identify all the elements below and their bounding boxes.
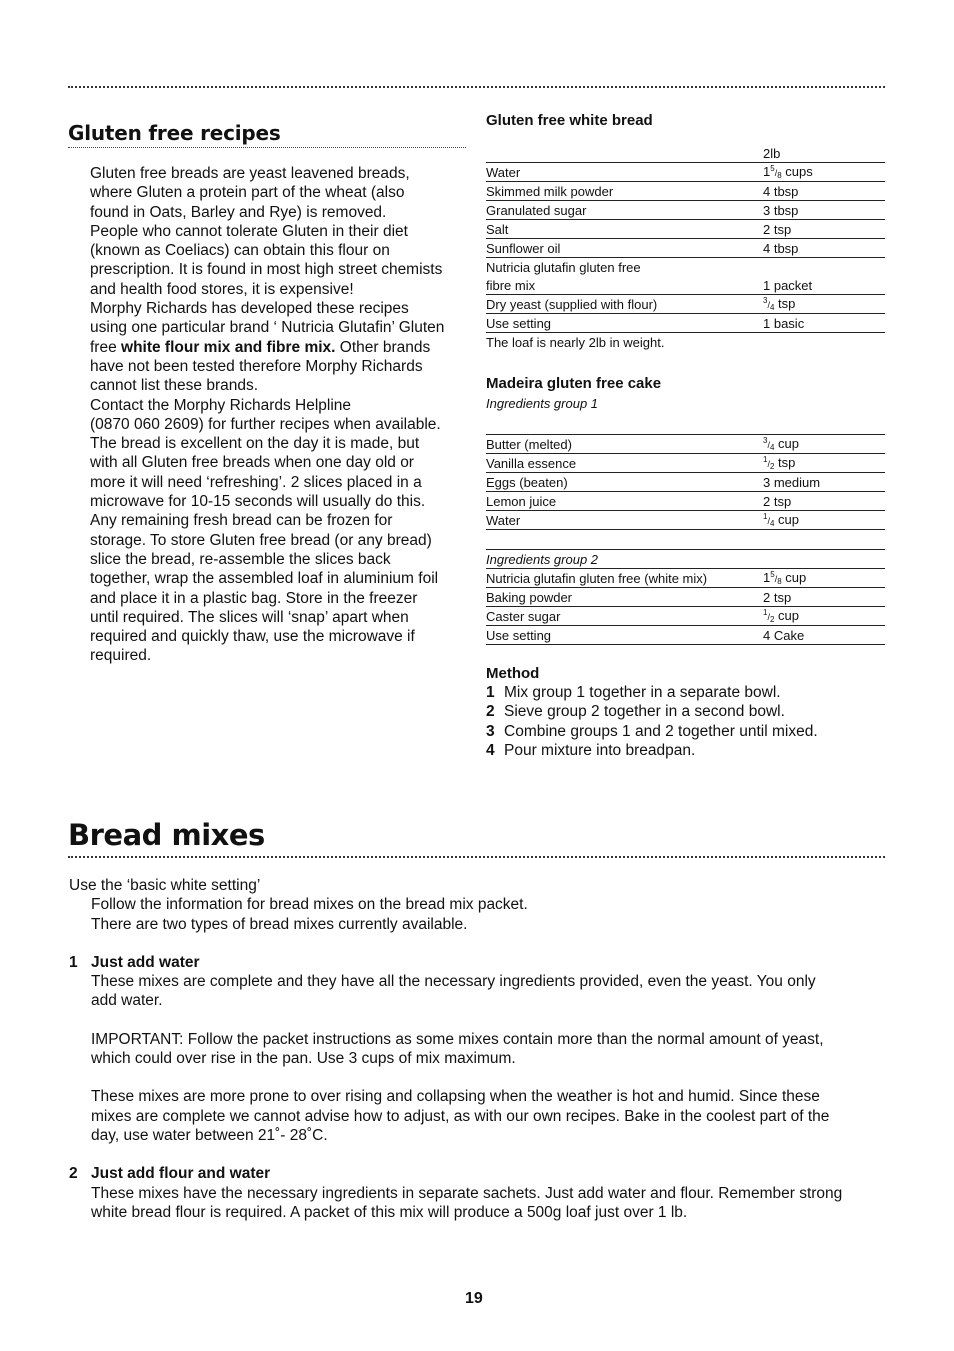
madeira-group1-table	[486, 434, 885, 530]
bread-mixes-body	[69, 876, 899, 1222]
bread-mix-item-1-line: These mixes are complete and they have all the necessary ingredients provided, even the yeast. You only	[91, 973, 816, 991]
ingredient-amount: 2 tsp	[763, 220, 885, 239]
madeira-group1-row	[486, 492, 885, 511]
ingredient-name: Eggs (beaten)	[486, 473, 763, 492]
ingredient-name: Baking powder	[486, 588, 763, 607]
madeira-group1-row	[486, 473, 885, 492]
madeira-group2-table	[486, 549, 885, 645]
bread-mixes-intro-line: Follow the information for bread mixes on the bread mix packet.	[91, 896, 528, 914]
ingredient-amount: 1 packet	[763, 276, 885, 295]
madeira-group2-row	[486, 588, 885, 607]
gluten-free-text-line: have not been tested therefore Morphy Richards	[90, 357, 423, 375]
bread-mixes-rule	[68, 856, 885, 858]
madeira-table-wrap	[486, 434, 885, 645]
gluten-free-text-line: cannot list these brands.	[90, 377, 259, 395]
page-number: 19	[465, 1290, 483, 1307]
gluten-free-text-line: with all Gluten free breads when one day old or	[90, 454, 414, 472]
bread-mix-humid-line: mixes are complete we cannot advise how to adjust, as with our own recipes. Bake in the coolest part of the	[91, 1107, 830, 1125]
white-bread-table	[486, 144, 885, 333]
gluten-free-text-line: storage. To store Gluten free bread (or any bread)	[90, 531, 432, 549]
ingredient-name: Caster sugar	[486, 607, 763, 626]
top-dotted-rule	[68, 86, 885, 88]
bread-mix-item-1-heading: 1 Just add water	[69, 953, 200, 971]
ingredient-name: Use setting	[486, 626, 763, 645]
ingredient-name: Vanilla essence	[486, 454, 763, 473]
ingredient-amount: 2 tsp	[763, 588, 885, 607]
ingredient-amount: $^1/_4$ cup	[763, 511, 885, 530]
ingredient-name: Use setting	[486, 314, 763, 333]
bread-mixes-intro: Use the ‘basic white setting’	[69, 877, 261, 894]
gluten-free-text-line: (0870 060 2609) for further recipes when available.	[90, 415, 441, 433]
madeira-group2-row	[486, 626, 885, 645]
white-bread-row	[486, 258, 885, 277]
madeira-group1-row	[486, 435, 885, 454]
ingredient-amount: $^3/_4$ tsp	[763, 295, 885, 314]
ingredient-amount: 3 tbsp	[763, 201, 885, 220]
white-bread-row	[486, 239, 885, 258]
bread-mix-humid-line: day, use water between 21˚- 28˚C.	[91, 1126, 328, 1144]
gluten-free-text-line: found in Oats, Barley and Rye) is removed.	[90, 203, 387, 221]
gluten-free-text-line: more it will need ‘refreshing’. 2 slices placed in a	[90, 473, 422, 491]
gluten-free-text-line: People who cannot tolerate Gluten in their diet	[90, 222, 408, 240]
bread-mix-important-line: which could over rise in the pan. Use 3 cups of mix maximum.	[91, 1050, 516, 1068]
white-bread-size-row: 2lb	[486, 144, 885, 163]
gluten-free-text-line: and health food stores, it is expensive!	[90, 280, 354, 298]
gluten-free-text-line: and place it in a plastic bag. Store in the freezer	[90, 589, 418, 607]
white-bread-note: The loaf is nearly 2lb in weight.	[486, 335, 665, 350]
ingredient-name: Nutricia glutafin gluten free (white mix)	[486, 569, 763, 588]
gluten-free-heading-rule	[68, 147, 466, 148]
ingredient-amount: 1 basic	[763, 314, 885, 333]
white-bread-row	[486, 220, 885, 239]
bread-mixes-intro-line: There are two types of bread mixes currently available.	[91, 915, 468, 933]
ingredient-amount: $1^5/_8$ cup	[763, 569, 885, 588]
gluten-free-text-line: Gluten free breads are yeast leavened breads,	[90, 165, 410, 182]
gluten-free-text-line: Any remaining fresh bread can be frozen for	[90, 512, 393, 530]
bread-mix-important-line: IMPORTANT: Follow the packet instructions as some mixes contain more than the normal amount of yeast,	[91, 1030, 824, 1048]
ingredient-amount: 4 tbsp	[763, 182, 885, 201]
ingredient-name: Skimmed milk powder	[486, 182, 763, 201]
method-title: Method	[486, 665, 540, 682]
white-bread-row	[486, 276, 885, 295]
gluten-free-text-line: Contact the Morphy Richards Helpline	[90, 396, 352, 414]
gluten-free-text-line: (known as Coeliacs) can obtain this flour on	[90, 242, 390, 260]
madeira-group1-row	[486, 511, 885, 530]
gluten-free-brand-line: free white flour mix and fibre mix. Other brands	[90, 338, 431, 356]
method-step: 2 Sieve group 2 together in a second bowl.	[486, 703, 785, 721]
white-bread-row	[486, 163, 885, 182]
white-bread-title: Gluten free white bread	[486, 112, 653, 129]
ingredient-name: Sunflower oil	[486, 239, 763, 258]
bread-mix-item-1-line: add water.	[91, 992, 163, 1010]
white-bread-row	[486, 182, 885, 201]
ingredient-amount: $1^5/_8$ cups	[763, 163, 885, 182]
gluten-free-text-line: microwave for 10-15 seconds will usually do this.	[90, 493, 426, 511]
madeira-group2-label-row: Ingredients group 2	[486, 550, 885, 569]
white-bread-row	[486, 295, 885, 314]
madeira-group1-row	[486, 454, 885, 473]
bread-mixes-heading: Bread mixes	[68, 818, 265, 852]
ingredient-name: Dry yeast (supplied with flour)	[486, 295, 763, 314]
method-step: 3 Combine groups 1 and 2 together until mixed.	[486, 722, 818, 740]
madeira-group2-row	[486, 607, 885, 626]
ingredient-name: Butter (melted)	[486, 435, 763, 454]
ingredient-amount: $^3/_4$ cup	[763, 435, 885, 454]
method-step: 4 Pour mixture into breadpan.	[486, 741, 696, 759]
ingredient-amount: 4 Cake	[763, 626, 885, 645]
ingredient-name: Granulated sugar	[486, 201, 763, 220]
gluten-free-text-line: using one particular brand ‘ Nutricia Glutafin’ Gluten	[90, 319, 445, 337]
ingredient-name: Salt	[486, 220, 763, 239]
ingredient-amount: 2 tsp	[763, 492, 885, 511]
ingredient-name: Lemon juice	[486, 492, 763, 511]
bread-mix-item-2-line: These mixes have the necessary ingredients in separate sachets. Just add water and flour. Remember strong	[91, 1184, 843, 1202]
ingredient-name: Water	[486, 511, 763, 530]
gluten-free-text-line: together, wrap the assembled loaf in aluminium foil	[90, 570, 439, 588]
madeira-group1-label: Ingredients group 1	[486, 396, 599, 411]
gluten-free-heading: Gluten free recipes	[68, 121, 281, 145]
gluten-free-text-line: Morphy Richards has developed these recipes	[90, 300, 409, 318]
gluten-free-intro	[90, 164, 470, 666]
ingredient-amount	[763, 258, 885, 277]
gluten-free-text-line: where Gluten a protein part of the wheat (also	[90, 184, 405, 202]
ingredient-amount: $^1/_2$ tsp	[763, 454, 885, 473]
gluten-free-text-line: until required. The slices will ‘snap’ apart when	[90, 608, 409, 626]
white-bread-table-wrap	[486, 144, 885, 350]
ingredient-name: fibre mix	[486, 276, 763, 295]
ingredient-name: Water	[486, 163, 763, 182]
gluten-free-text-line: The bread is excellent on the day it is made, but	[90, 435, 420, 453]
gluten-free-text-line: required.	[90, 647, 152, 665]
gluten-free-text-line: prescription. It is found in most high street chemists	[90, 261, 443, 279]
bread-mix-humid-line: These mixes are more prone to over rising and collapsing when the weather is hot and humid. Since these	[91, 1088, 820, 1106]
method-step: 1 Mix group 1 together in a separate bowl.	[486, 684, 781, 701]
bread-mix-item-2-heading: 2 Just add flour and water	[69, 1165, 271, 1183]
bread-mix-item-2-line: white bread flour is required. A packet of this mix will produce a 500g loaf just over 1 lb.	[91, 1203, 688, 1221]
ingredient-amount: 4 tbsp	[763, 239, 885, 258]
ingredient-amount: 3 medium	[763, 473, 885, 492]
ingredient-name: Nutricia glutafin gluten free	[486, 259, 641, 275]
gluten-free-text-line: slice the bread, re-assemble the slices back	[90, 550, 391, 568]
white-bread-row	[486, 314, 885, 333]
madeira-group2-row	[486, 569, 885, 588]
gluten-free-text-line: required and quickly thaw, use the microwave if	[90, 628, 415, 646]
white-bread-row	[486, 201, 885, 220]
ingredient-amount: $^1/_2$ cup	[763, 607, 885, 626]
method-steps	[486, 683, 818, 760]
madeira-title: Madeira gluten free cake	[486, 375, 662, 392]
